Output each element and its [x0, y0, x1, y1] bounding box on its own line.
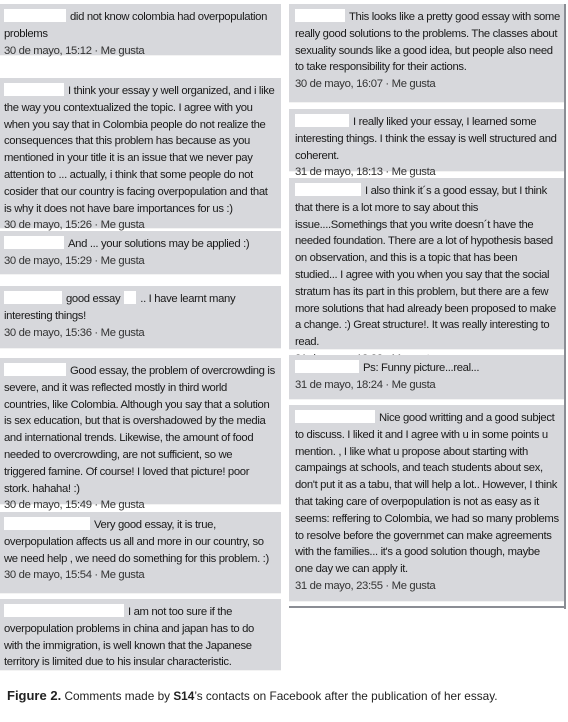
comment-meta: [4, 325, 275, 342]
meta-separator: ·: [382, 166, 392, 179]
like-link[interactable]: Me gusta: [100, 254, 145, 267]
author-name-redacted: [4, 9, 66, 22]
comment-timestamp: 30 de mayo, 15:49: [4, 499, 92, 512]
comment: [289, 4, 566, 103]
figure-label: Figure 2.: [7, 688, 62, 703]
comment-text: Good essay, the problem of overcrowding is severe, and it was reflected mostly in third world countries, like Colombia. Although you say that a solution is sex education, but that is overshadowed by the media and international trends. Likewise, the amount of food needed to overcrowding, are not sufficient, so we triggered famine. Of course! I loved that picture! poor stork. hahaha! :): [4, 365, 275, 495]
comment: [289, 109, 566, 179]
comment: [0, 512, 281, 594]
author-name-redacted: [295, 9, 345, 22]
comment-timestamp: 30 de mayo, 15:36: [4, 326, 92, 339]
author-name-redacted: [4, 291, 62, 304]
comment: [289, 178, 566, 350]
comment-text: I am not too sure if the overpopulation problems in china and japan has to do with the immigration, is well known that the Japanese territory is limited due to his insular characteristic.: [4, 606, 254, 669]
comment-text: I also think it´s a good essay, but I think that there is a lot more to say about this issue....Somethings that you write doesn´t have the needed foundation. There are a lot of hypothesis based on observation, and this is a topic that has been studied... I agree with you when you say that the social stratum has its part in this problem, but there are a few more solutions that had already been proposed to make a change. :) Great structure!. It was really interesting to read.: [295, 185, 556, 349]
comment-timestamp: 31 de mayo, 18:24: [295, 378, 383, 391]
like-link[interactable]: Me gusta: [100, 219, 145, 232]
comment-text-continued: .. I have learnt many interesting things!: [4, 293, 236, 322]
comment-meta: [295, 377, 560, 394]
author-name-redacted: [4, 236, 64, 249]
column-divider: [564, 4, 566, 609]
comment-timestamp: 30 de mayo, 15:54: [4, 569, 92, 582]
author-name-redacted: [295, 183, 361, 196]
meta-separator: ·: [91, 499, 101, 512]
caption-text-after: ’s contacts on Facebook after the publication of her essay.: [194, 689, 498, 703]
author-name-redacted: [4, 517, 90, 530]
comment: [0, 358, 281, 512]
comment: [0, 599, 281, 671]
like-link[interactable]: Me gusta: [391, 166, 436, 179]
comment: [0, 78, 281, 232]
author-name-redacted: [295, 114, 349, 127]
comment-timestamp: 31 de mayo, 23:55: [295, 579, 383, 592]
comment-text: I think your essay y well organized, and i like the way you contextualized the topic. I agree with you when you say that in Colombia people do not realize the consequences that this problem has because as you mentioned in your title it is an issue that we never pay attention to ... actually, i think that some people do not cosider that our country is facing overpopulation and that is why it does not have bare importances for us :): [4, 85, 275, 215]
comment-timestamp: 30 de mayo, 16:07: [295, 78, 383, 91]
meta-separator: ·: [91, 254, 101, 267]
comment: [0, 286, 281, 349]
meta-separator: ·: [91, 569, 101, 582]
comment-text: I really liked your essay, I learned some interesting things. I think the essay is well structured and coherent.: [295, 116, 557, 162]
like-link[interactable]: Me gusta: [100, 499, 145, 512]
comment: [0, 231, 281, 275]
like-link[interactable]: Me gusta: [391, 78, 436, 91]
comment: [289, 405, 566, 602]
comment-meta: [4, 43, 275, 60]
author-name-redacted: [295, 410, 375, 423]
meta-separator: ·: [382, 78, 392, 91]
comment-text: did not know colombia had overpopulation problems: [4, 11, 268, 40]
author-name-redacted: [4, 604, 124, 617]
like-link[interactable]: Me gusta: [100, 44, 145, 57]
mention-redacted: [124, 291, 136, 304]
comment-text: This looks like a pretty good essay with some really good solutions to the problems. The classes about sexuality sounds like a good idea, but people also need to take responsibility for their actions.: [295, 11, 560, 74]
comment-text: And ... your solutions may be applied :): [68, 238, 250, 250]
comment-text: Ps: Funny picture...real...: [363, 362, 480, 374]
comment-meta: [4, 253, 275, 270]
meta-separator: ·: [91, 219, 101, 232]
figure-caption: [7, 688, 558, 704]
comment-timestamp: 30 de mayo, 15:29: [4, 254, 92, 267]
author-name-redacted: [295, 360, 359, 373]
comment-text: Very good essay, it is true, overpopulation affects us all and more in our country, so we need help , we need do something for this problem. :): [4, 519, 269, 565]
like-link[interactable]: Me gusta: [100, 569, 145, 582]
caption-subject: S14: [173, 689, 195, 703]
comment-meta: [4, 567, 275, 584]
comment-text: good essay: [66, 293, 121, 305]
comment-timestamp: 30 de mayo, 15:12: [4, 44, 92, 57]
meta-separator: ·: [382, 579, 392, 592]
author-name-redacted: [4, 363, 66, 376]
like-link[interactable]: Me gusta: [391, 378, 436, 391]
meta-separator: ·: [91, 44, 101, 57]
section-divider: [289, 606, 566, 608]
comment-meta: [295, 76, 560, 93]
comment: [0, 4, 281, 56]
like-link[interactable]: Me gusta: [391, 579, 436, 592]
comment-timestamp: 30 de mayo, 15:26: [4, 219, 92, 232]
meta-separator: ·: [382, 378, 392, 391]
caption-text-before: Comments made by: [64, 689, 171, 703]
author-name-redacted: [4, 83, 64, 96]
like-link[interactable]: Me gusta: [100, 326, 145, 339]
meta-separator: ·: [91, 326, 101, 339]
comment-text: Nice good writting and a good subject to discuss. I liked it and I agree with u in some points u mention. , I like what u propose about starting with campaings at schools, and teach students about sex, don't put it as a tabu, that will help a lot.. However, I think that taking care of overpopulation is not as easy as it seems: reffering to Colombia, we had so many problems to resolve before the governmet can make agreements with the families... it's a good solution though, maybe one day we can apply it.: [295, 412, 559, 576]
comment-meta: [295, 578, 560, 595]
comment: [289, 355, 566, 400]
comment-timestamp: 31 de mayo, 18:13: [295, 166, 383, 179]
